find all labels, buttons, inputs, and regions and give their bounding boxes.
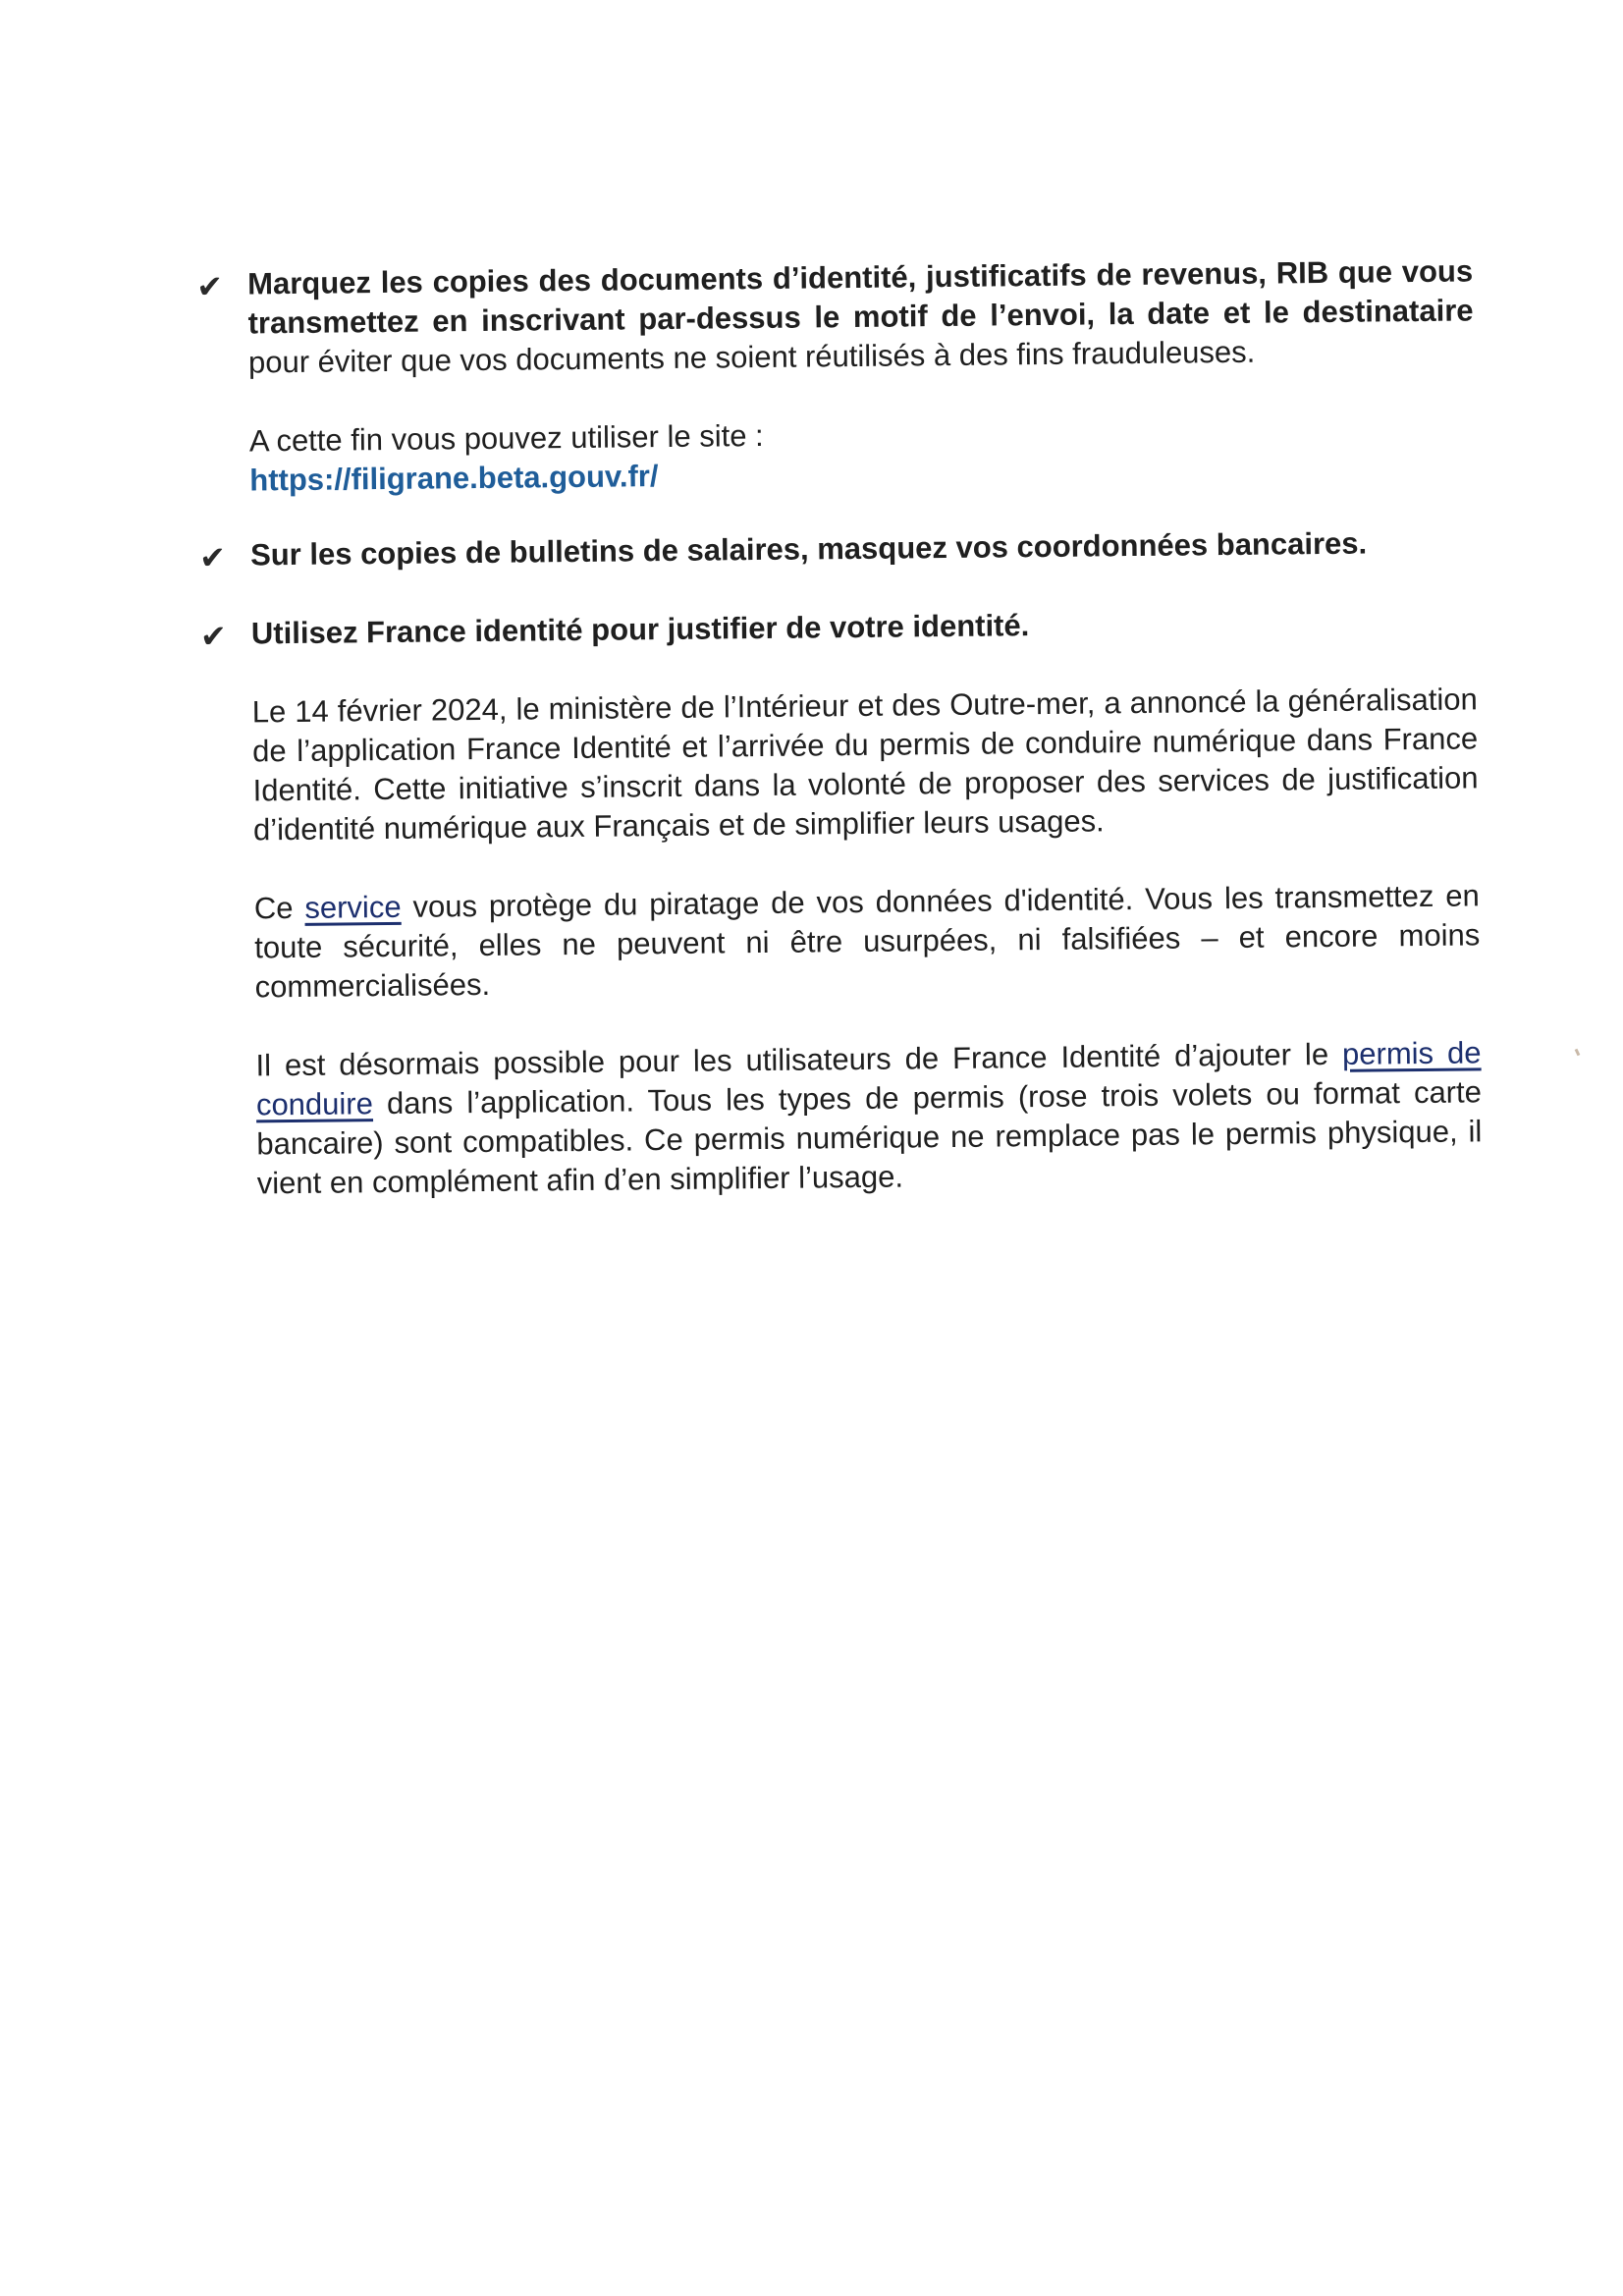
bullet-mask-bank-details	[199, 522, 1476, 575]
bullet-bold-text: Marquez les copies des documents d’identité, justificatifs de revenus, RIB que vous transmettez en inscrivant par-dessus le motif de l’envoi, la date et le destinataire	[247, 253, 1474, 341]
bullet-text: Sur les copies de bulletins de salaires, masquez vos coordonnées bancaires.	[249, 525, 1368, 573]
paragraph-driving-license	[204, 1033, 1483, 1204]
permis-de-conduire-link[interactable]: permis de conduire	[255, 1035, 1482, 1122]
scan-speck	[1575, 1049, 1581, 1057]
bullet-text	[247, 251, 1474, 382]
paragraph-text: Ce	[253, 890, 305, 926]
paragraph-service	[203, 876, 1481, 1008]
paragraph-text: vous protège du piratage de vos données d'identité. Vous les transmettez en toute sécurité, elles ne peuvent ni être usurpées, ni falsifiées – et encore moins commercialisées.	[254, 878, 1481, 1005]
check-mark-icon: ✔	[199, 618, 227, 654]
site-reference	[198, 409, 1476, 501]
paragraph-text: dans l’application. Tous les types de permis (rose trois volets ou format carte bancaire) sont compatibles. Ce permis numérique ne remplace pas le permis physique, il vient en complément afin d’en simplifier l’usage.	[256, 1074, 1483, 1201]
bullet-text: Utilisez France identité pour justifier de votre identité.	[250, 608, 1030, 651]
paragraph-announcement: Le 14 février 2024, le ministère de l’Intérieur et des Outre-mer, a annoncé la généralisation de l’application France Identité et l’arrivée du permis de conduire numérique dans France Identité. Cette initiative s’inscrit dans la volonté de proposer des services de justification d’identité numérique aux Français et de simplifier leurs usages.	[251, 682, 1479, 847]
paragraph-text: Il est désormais possible pour les utilisateurs de France Identité d’ajouter le	[255, 1036, 1343, 1083]
site-intro-text: A cette fin vous pouvez utiliser le site :	[248, 417, 764, 459]
filigrane-link[interactable]: https://filigrane.beta.gouv.fr/	[249, 459, 659, 498]
bullet-france-identite	[200, 601, 1477, 654]
check-mark-icon: ✔	[196, 268, 224, 304]
document-content	[196, 251, 1483, 1204]
bullet-mark-copies	[196, 251, 1474, 383]
check-mark-icon: ✔	[198, 539, 227, 575]
service-link[interactable]: service	[304, 889, 402, 925]
bullet-regular-text: pour éviter que vos documents ne soient réutilisés à des fins frauduleuses.	[247, 334, 1256, 380]
